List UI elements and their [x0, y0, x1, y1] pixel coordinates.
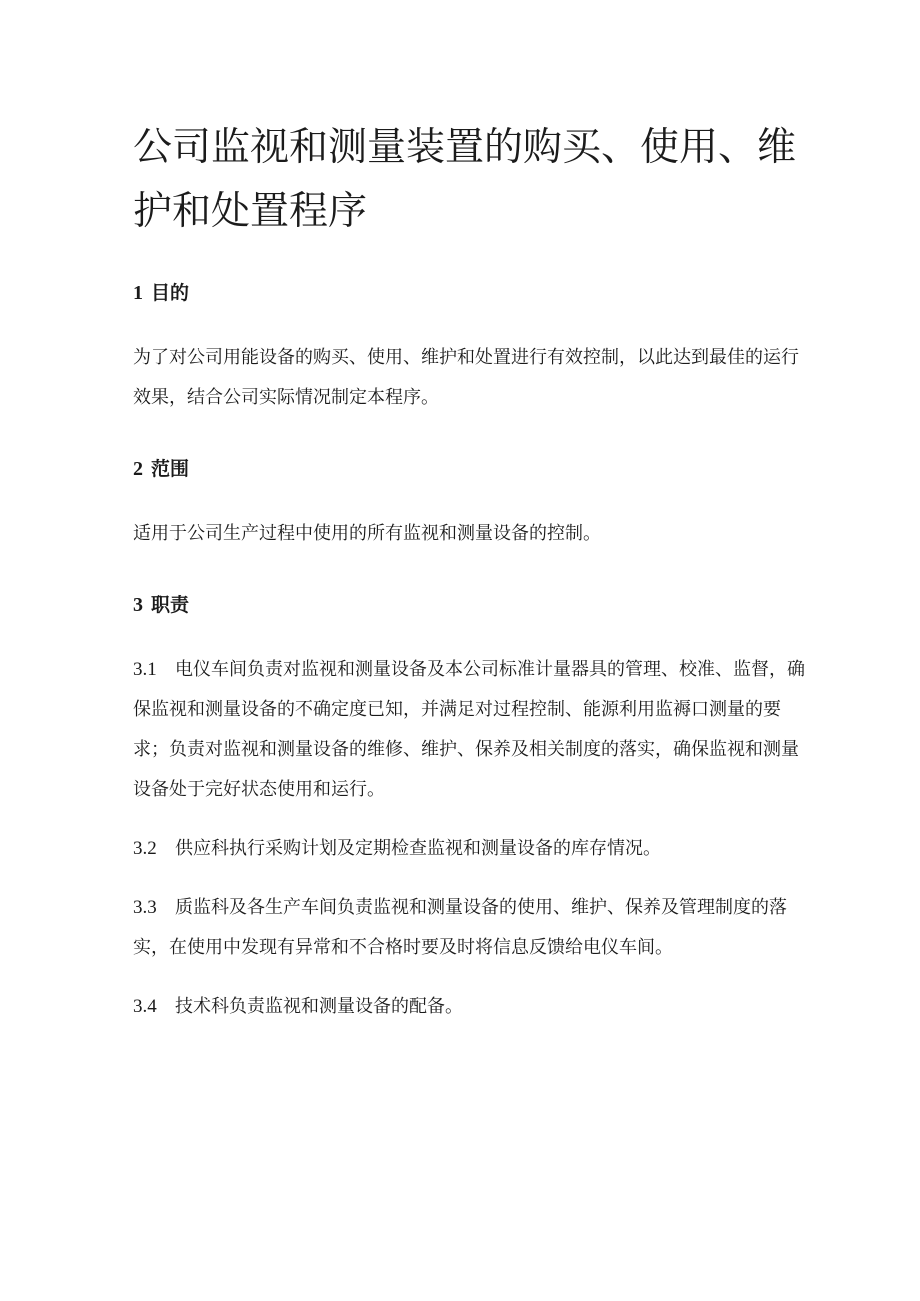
- item-text: 质监科及各生产车间负责监视和测量设备的使用、维护、保养及管理制度的落实，在使用中发现有异常和不合格时要及时将信息反馈给电仪车间。: [133, 897, 787, 958]
- section-heading-purpose: [133, 279, 808, 307]
- responsibility-item-3-4: [133, 987, 808, 1027]
- responsibility-item-3-3: [133, 888, 808, 968]
- section-heading-responsibilities: [133, 591, 808, 619]
- item-number: 3.3: [133, 897, 157, 918]
- section-number: 3: [133, 594, 143, 616]
- responsibility-item-3-2: [133, 829, 808, 869]
- section-heading-scope: [133, 455, 808, 483]
- item-number: 3.4: [133, 996, 157, 1017]
- item-number: 3.1: [133, 659, 157, 680]
- section-number: 1: [133, 282, 143, 304]
- item-number: 3.2: [133, 838, 157, 859]
- section-paragraph-scope: 适用于公司生产过程中使用的所有监视和测量设备的控制。: [133, 523, 601, 544]
- responsibility-item-3-1: [133, 650, 808, 810]
- item-text: 供应科执行采购计划及定期检查监视和测量设备的库存情况。: [175, 838, 661, 859]
- section-heading-text: 范围: [151, 458, 190, 480]
- document-title: 公司监视和测量装置的购买、使用、维护和处置程序: [133, 125, 797, 234]
- item-text: 电仪车间负责对监视和测量设备及本公司标准计量器具的管理、校准、监督，确保监视和测量设备的不确定度已知，并满足对过程控制、能源利用监褥口测量的要求；负责对监视和测量设备的维修、维护、保养及相关制度的落实，确保监视和测量设备处于完好状态使用和运行。: [133, 659, 805, 800]
- section-heading-text: 目的: [151, 282, 190, 304]
- section-paragraph-purpose: 为了对公司用能设备的购买、使用、维护和处置进行有效控制，以此达到最佳的运行效果，结合公司实际情况制定本程序。: [133, 347, 799, 408]
- section-heading-text: 职责: [151, 594, 190, 616]
- section-number: 2: [133, 458, 143, 480]
- item-text: 技术科负责监视和测量设备的配备。: [175, 996, 463, 1017]
